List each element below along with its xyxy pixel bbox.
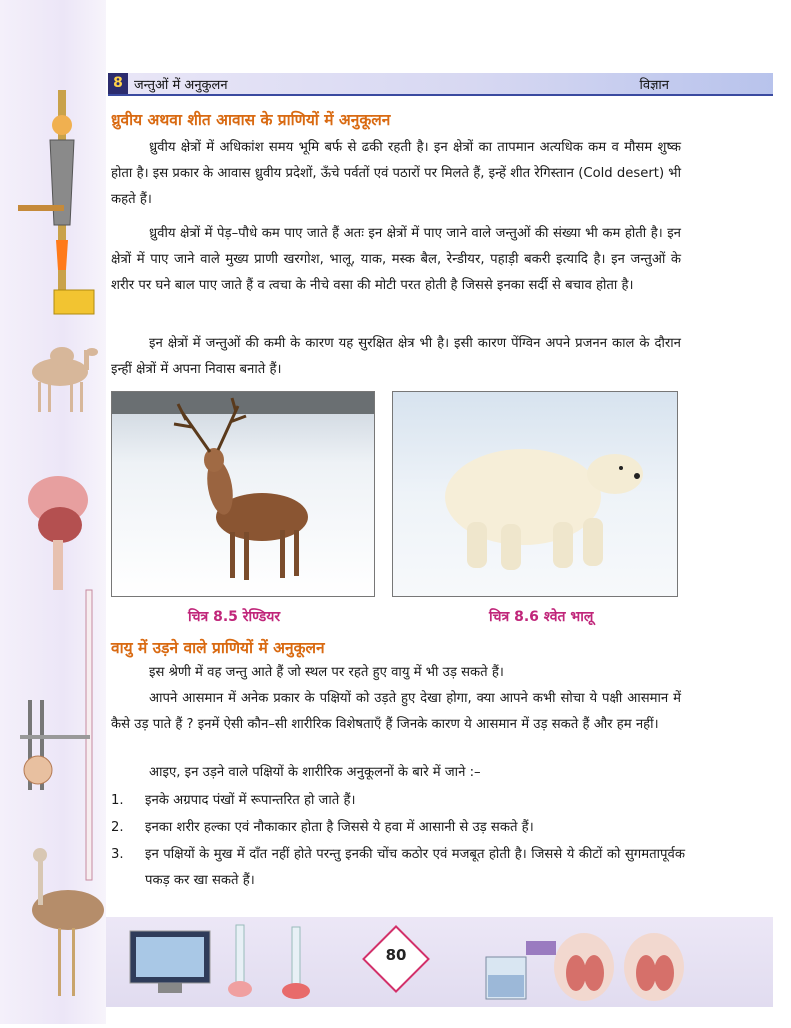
lab-stand-icon: [18, 90, 94, 314]
reindeer-photo: [111, 391, 375, 597]
footer-illustrations: [106, 917, 773, 1007]
section-heading-polar: ध्रुवीय अथवा शीत आवास के प्राणियों में अनुकूलन: [111, 111, 391, 129]
figure-caption-reindeer: चित्र 8.5 रेण्डियर: [188, 609, 281, 625]
beaker-icon: [486, 941, 556, 999]
lab-apparatus-icon: [20, 700, 90, 790]
sidebar-illustrations: [0, 0, 106, 1024]
list-number: 3.: [111, 847, 124, 862]
paragraph-polar-3: इन क्षेत्रों में जन्तुओं की कमी के कारण यह सुरक्षित क्षेत्र भी है। इसी कारण पेंग्विन अपने प्रजनन काल के दौरान इन्हीं क्षेत्रों में अपना निवास बनाते हैं।: [111, 336, 681, 377]
list-number: 2.: [111, 820, 124, 835]
paragraph-polar-2: ध्रुवीय क्षेत्रों में पेड़–पौधे कम पाए जाते हैं अतः इन क्षेत्रों में पाए जाने वाले जन्तुओं की संख्या भी कम होती है। इन क्षेत्रों में पाए जाने वाले मुख्य प्राणी खरगोश, भालू, याक, मस्क बैल, रेन्डीयर, पहाड़ी बकरी इत्यादि है। इन जन्तुओं के शरीर पर घने बाल पाए जाते हैं व त्वचा के नीचे वसा की मोटी परत होती है जिससे इनका सर्दी से बचाव होता है।: [111, 226, 681, 293]
bird-icon: [32, 848, 104, 996]
paragraph-polar-1: ध्रुवीय क्षेत्रों में अधिकांश समय भूमि बर्फ से ढकी रहती है। इन क्षेत्रों का तापमान अत्यधिक कम व मौसम शुष्क होता है। इस प्रकार के आवास ध्रुवीय प्रदेशों, ऊँचे पर्वतों एवं पठारों पर मिलते हैं, इन्हें शीत रेगिस्तान (Cold desert) भी कहते हैं।: [111, 140, 681, 207]
figure-caption-polar-bear: चित्र 8.6 श्वेत भालू: [489, 609, 594, 625]
paragraph-flying-3: आइए, इन उड़ने वाले पक्षियों के शारीरिक अनुकूलनों के बारे में जाने :–: [149, 765, 481, 780]
respiratory-system-icon: [554, 933, 684, 1001]
digestive-system-icon: [28, 476, 88, 590]
computer-monitor-icon: [130, 931, 210, 993]
section-heading-flying: वायु में उड़ने वाले प्राणियों में अनुकूलन: [111, 639, 325, 657]
page-number: 80: [385, 946, 407, 964]
footer-band: [106, 917, 773, 1007]
polar-bear-photo: [392, 391, 678, 597]
decorative-sidebar: [0, 0, 106, 1024]
list-text: इन पक्षियों के मुख में दाँत नहीं होते परन्तु इनकी चोंच कठोर एवं मजबूत होती है। जिससे ये कीटों को सुगमतापूर्वक पकड़ कर खा सकते हैं।: [145, 847, 685, 888]
list-text: इनके अग्रपाद पंखों में रूपान्तरित हो जाते हैं।: [145, 793, 356, 808]
polar-bear-image: [393, 392, 677, 596]
test-tube-icon: [228, 925, 310, 999]
list-text: इनका शरीर हल्का एवं नौकाकार होता है जिससे ये हवा में आसानी से उड़ सकते हैं।: [145, 820, 534, 835]
paragraph-flying-1: इस श्रेणी में वह जन्तु आते हैं जो स्थल पर रहते हुए वायु में भी उड़ सकते हैं।: [149, 665, 504, 680]
paragraph-flying-2: आपने आसमान में अनेक प्रकार के पक्षियों को उड़ते हुए देखा होगा, क्या आपने कभी सोचा ये पक्षी आसमान में कैसे उड़ पाते हैं ? इनमें ऐसी कौन–सी शारीरिक विशेषताएँ हैं जिनके कारण ये आसमान में उड़ सकते हैं और हम नहीं।: [111, 691, 681, 732]
chapter-number: 8: [108, 73, 128, 94]
reindeer-image: [112, 392, 374, 596]
list-number: 1.: [111, 793, 124, 808]
page-header: [108, 73, 773, 96]
subject-title: विज्ञान: [639, 78, 669, 93]
camel-icon: [32, 347, 98, 412]
chapter-title: जन्तुओं में अनुकुलन: [134, 78, 228, 93]
